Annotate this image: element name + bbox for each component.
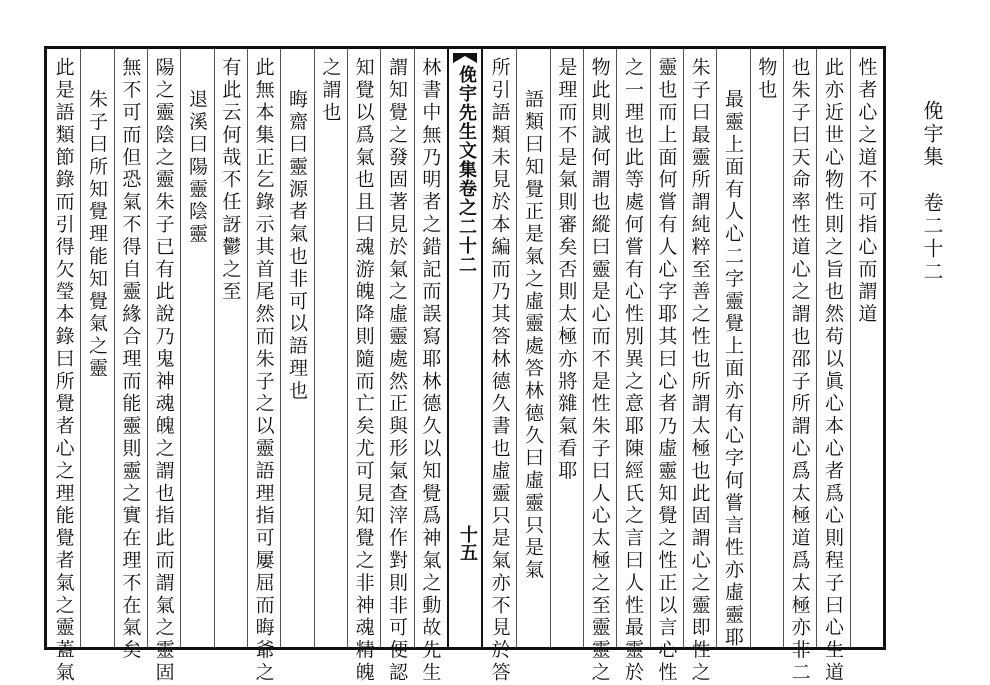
text-column: 林書中無乃明者之錯記而誤寫耶林德久以知覺爲神氣之動故先生 <box>419 57 442 685</box>
column-rule <box>650 49 651 647</box>
column-rule <box>180 49 181 647</box>
text-column: 是理而不是氣則審矣否則太極亦將雜氣看耶 <box>555 57 578 483</box>
text-column: 最靈上面有人心二字靈覺上面亦有心字何嘗言性亦虛靈耶 <box>722 89 744 649</box>
text-column: 也朱子曰天命率性道心之謂也邵子所謂心爲太極道爲太極亦非二 <box>788 57 811 685</box>
column-rule <box>716 49 717 647</box>
text-column: 晦齋曰靈源者氣也非可以語理也 <box>286 89 308 403</box>
text-column: 謂知覺之發固著見於氣之虛靈處然正與形氣查滓作對則非可便認 <box>386 57 408 685</box>
running-head: 俛宇集 卷二十二 <box>920 100 944 284</box>
column-rule <box>750 49 751 647</box>
center-band-title: 俛宇先生文集卷之二十二 <box>456 65 477 274</box>
fishtail-mark-icon <box>453 53 477 63</box>
column-rule <box>816 49 817 647</box>
text-column: 物也 <box>755 57 778 102</box>
text-frame <box>44 46 886 685</box>
column-rule <box>214 49 215 647</box>
column-rule <box>80 49 81 647</box>
column-rule <box>850 49 851 647</box>
text-column: 靈也而上面何嘗有人心字耶其曰心者乃虛靈知覺之性正以言心性 <box>655 57 678 685</box>
text-column: 之一理也此等處何嘗有心性別異之意耶陳經氏之言曰人性最靈於 <box>622 57 644 685</box>
text-column: 退溪曰陽靈陰靈 <box>186 89 208 246</box>
column-rule <box>683 49 684 647</box>
column-rule <box>616 49 617 647</box>
text-column: 所引語類未見於本編而乃其答林德久書也虛靈只是氣亦不見於答 <box>488 57 511 685</box>
text-column: 之謂也 <box>319 57 342 125</box>
column-rule <box>347 49 348 647</box>
text-column: 陽之靈陰之靈朱子已有此說乃鬼神魂魄之謂也指此而謂氣之靈固 <box>152 57 175 685</box>
center-fold-band <box>447 49 483 647</box>
column-rule <box>280 49 281 647</box>
text-column: 此是語類節錄而引得欠瑩本錄曰所覺者心之理能覺者氣之靈蓋氣 <box>52 57 75 685</box>
column-rule <box>783 49 784 647</box>
text-column: 有此云何哉不任訝鬱之至 <box>219 57 242 304</box>
column-rule <box>414 49 415 647</box>
text-column: 物此則誠何謂也縱曰靈是心而不是性朱子曰人心太極之至靈靈之 <box>588 57 611 685</box>
text-column: 此無本集正乞錄示其首尾然而朱子之以靈語理指可屢屈而晦爺之 <box>252 57 275 685</box>
text-column: 性者心之道不可指心而謂道 <box>855 57 878 326</box>
column-rule <box>516 49 517 647</box>
folio-number: 十五 <box>457 525 478 561</box>
column-rule <box>247 49 248 647</box>
column-rule <box>380 49 381 647</box>
column-rule <box>314 49 315 647</box>
column-rule <box>147 49 148 647</box>
text-column: 知覺以爲氣也且曰魂游魄降則隨而亡矣尤可見知覺之非神魂精魄 <box>352 57 375 685</box>
text-column: 語類曰知覺正是氣之虛靈處答林德久曰虛靈只是氣 <box>522 89 544 582</box>
column-rule <box>114 49 115 647</box>
column-rule <box>583 49 584 647</box>
column-rule <box>550 49 551 647</box>
text-column: 朱子曰最靈所謂純粹至善之性也所謂太極也此固謂心之靈即性之 <box>688 57 711 685</box>
text-column: 朱子曰所知覺理能知覺氣之靈 <box>86 89 108 381</box>
text-column: 無不可而但恐氣不得自靈緣合理而能靈則靈之實在理不在氣矣 <box>119 57 142 662</box>
text-column: 此亦近世心物性則之旨也然苟以眞心本心者爲心則程子曰心生道 <box>822 57 844 685</box>
